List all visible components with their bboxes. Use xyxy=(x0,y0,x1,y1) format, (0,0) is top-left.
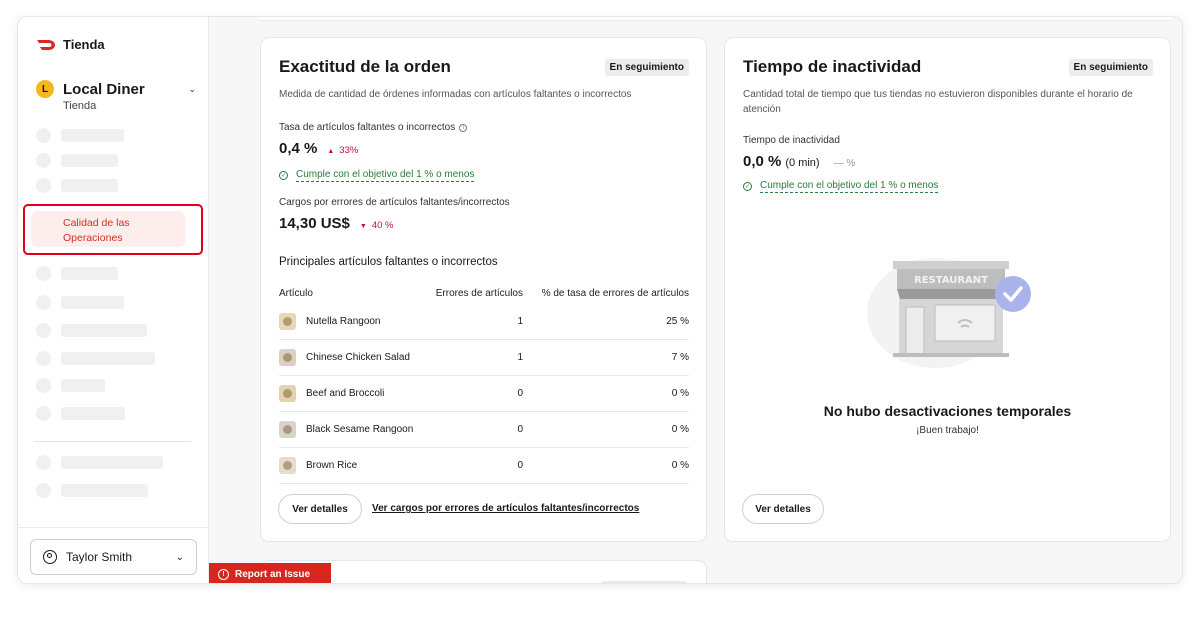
rate-label-text: Tasa de artículos faltantes o incorrectos xyxy=(279,122,456,133)
empty-state-subtitle: ¡Buen trabajo! xyxy=(916,425,979,436)
column-header-rate: % de tasa de errores de artículos xyxy=(541,288,689,299)
item-name: Chinese Chicken Salad xyxy=(306,352,410,363)
downtime-minutes: (0 min) xyxy=(785,157,820,169)
charges-change xyxy=(360,220,394,231)
item-cell xyxy=(279,349,415,366)
item-errors: 1 xyxy=(517,316,523,327)
triangle-down-icon: ▼ xyxy=(359,223,367,230)
doordash-logo-icon xyxy=(36,39,56,51)
item-errors: 0 xyxy=(517,424,523,435)
order-accuracy-card xyxy=(260,37,707,542)
check-circle-icon: ✓ xyxy=(744,184,751,190)
sidebar-footer-divider xyxy=(18,527,209,528)
item-cell xyxy=(279,457,415,474)
store-selector[interactable] xyxy=(36,80,196,112)
goal-status xyxy=(279,169,474,182)
downtime-value: 0,0 % xyxy=(743,153,782,170)
item-name: Nutella Rangoon xyxy=(306,316,381,327)
column-header-item: Artículo xyxy=(279,288,313,299)
rate-value: 0,4 % xyxy=(279,140,318,157)
item-errors: 0 xyxy=(517,460,523,471)
restaurant-illustration xyxy=(865,243,1035,368)
status-badge: En seguimiento xyxy=(1069,59,1153,76)
downtime-card xyxy=(724,37,1171,542)
rate-metric xyxy=(279,140,358,157)
item-thumbnail xyxy=(279,313,296,330)
next-card-badge-partial xyxy=(601,581,687,584)
item-name: Brown Rice xyxy=(306,460,358,471)
item-thumbnail xyxy=(279,349,296,366)
item-cell xyxy=(279,421,415,438)
sidebar-divider xyxy=(34,441,191,442)
goal-status xyxy=(743,180,938,193)
item-error-rate: 0 % xyxy=(671,424,689,435)
chevron-down-icon[interactable]: ⌄ xyxy=(188,83,196,94)
table-header xyxy=(279,283,689,304)
item-errors: 1 xyxy=(517,352,523,363)
top-items-table xyxy=(279,283,689,484)
rate-change xyxy=(327,145,358,156)
previous-card-edge xyxy=(258,17,1172,21)
store-name: Local Diner xyxy=(63,80,145,98)
table-row xyxy=(279,376,689,412)
goal-text[interactable]: Cumple con el objetivo del 1 % o menos xyxy=(760,180,939,191)
brand[interactable] xyxy=(36,37,105,52)
nav-skeleton-item xyxy=(36,455,163,470)
item-error-rate: 0 % xyxy=(671,388,689,399)
nav-skeleton-item xyxy=(36,483,148,498)
user-icon xyxy=(43,550,57,564)
column-header-errors: Errores de artículos xyxy=(435,288,523,299)
item-thumbnail xyxy=(279,385,296,402)
downtime-change: — % xyxy=(833,158,856,169)
item-error-rate: 7 % xyxy=(671,352,689,363)
item-error-rate: 0 % xyxy=(671,460,689,471)
nav-skeleton-item xyxy=(36,323,147,338)
nav-skeleton-item xyxy=(36,406,125,421)
nav-skeleton-item xyxy=(36,128,124,143)
report-issue-button[interactable] xyxy=(209,563,331,584)
sidebar-item-label: Calidad de las Operaciones xyxy=(63,217,130,244)
item-cell xyxy=(279,313,415,330)
app-window xyxy=(17,16,1183,584)
item-name: Black Sesame Rangoon xyxy=(306,424,414,435)
item-error-rate: 25 % xyxy=(666,316,689,327)
nav-skeleton-item xyxy=(36,266,118,281)
rate-change-value: 33% xyxy=(339,145,359,156)
item-name: Beef and Broccoli xyxy=(306,388,385,399)
table-row xyxy=(279,448,689,484)
brand-label: Tienda xyxy=(63,37,105,52)
sidebar xyxy=(18,17,209,583)
card-description: Cantidad total de tiempo que tus tiendas no estuvieron disponibles durante el horario de atención xyxy=(743,89,1133,115)
card-title: Tiempo de inactividad xyxy=(743,57,922,76)
goal-text[interactable]: Cumple con el objetivo del 1 % o menos xyxy=(296,169,475,180)
triangle-up-icon: ▲ xyxy=(327,148,335,155)
charges-link[interactable]: Ver cargos por errores de artículos faltantes/incorrectos xyxy=(372,503,640,514)
store-avatar: L xyxy=(36,80,54,98)
details-button[interactable]: Ver detalles xyxy=(742,494,824,524)
card-description: Medida de cantidad de órdenes informadas con artículos faltantes o incorrectos xyxy=(279,89,632,100)
item-thumbnail xyxy=(279,457,296,474)
top-items-title: Principales artículos faltantes o incorrectos xyxy=(279,256,498,268)
nav-skeleton-item xyxy=(36,378,105,393)
user-name: Taylor Smith xyxy=(66,550,133,564)
table-row xyxy=(279,340,689,376)
report-issue-label: Report an Issue xyxy=(235,568,311,580)
nav-skeleton-item xyxy=(36,178,118,193)
nav-skeleton-item xyxy=(36,295,124,310)
charges-metric xyxy=(279,215,393,232)
store-type: Tienda xyxy=(63,100,97,112)
downtime-metric xyxy=(743,153,855,170)
status-badge: En seguimiento xyxy=(605,59,689,76)
restaurant-sign: RESTAURANT xyxy=(914,275,988,286)
charges-label: Cargos por errores de artículos faltantes/incorrectos xyxy=(279,197,510,208)
item-cell xyxy=(279,385,415,402)
card-title: Exactitud de la orden xyxy=(279,57,451,76)
charges-change-value: 40 % xyxy=(371,220,394,231)
charges-value: 14,30 US$ xyxy=(279,215,350,232)
table-row xyxy=(279,412,689,448)
item-errors: 0 xyxy=(517,388,523,399)
nav-skeleton-item xyxy=(36,153,118,168)
info-icon[interactable]: i xyxy=(459,124,467,132)
empty-state-title: No hubo desactivaciones temporales xyxy=(823,403,1072,419)
rate-label xyxy=(279,122,467,133)
highlight-box xyxy=(23,204,203,255)
alert-circle-icon: ! xyxy=(218,569,229,580)
chevron-down-icon: ⌄ xyxy=(175,551,184,563)
table-row xyxy=(279,304,689,340)
nav-skeleton-item xyxy=(36,351,155,366)
item-thumbnail xyxy=(279,421,296,438)
user-menu-button[interactable] xyxy=(30,539,197,575)
check-circle-icon: ✓ xyxy=(280,173,287,179)
details-button[interactable]: Ver detalles xyxy=(278,494,362,524)
downtime-label: Tiempo de inactividad xyxy=(743,135,840,146)
